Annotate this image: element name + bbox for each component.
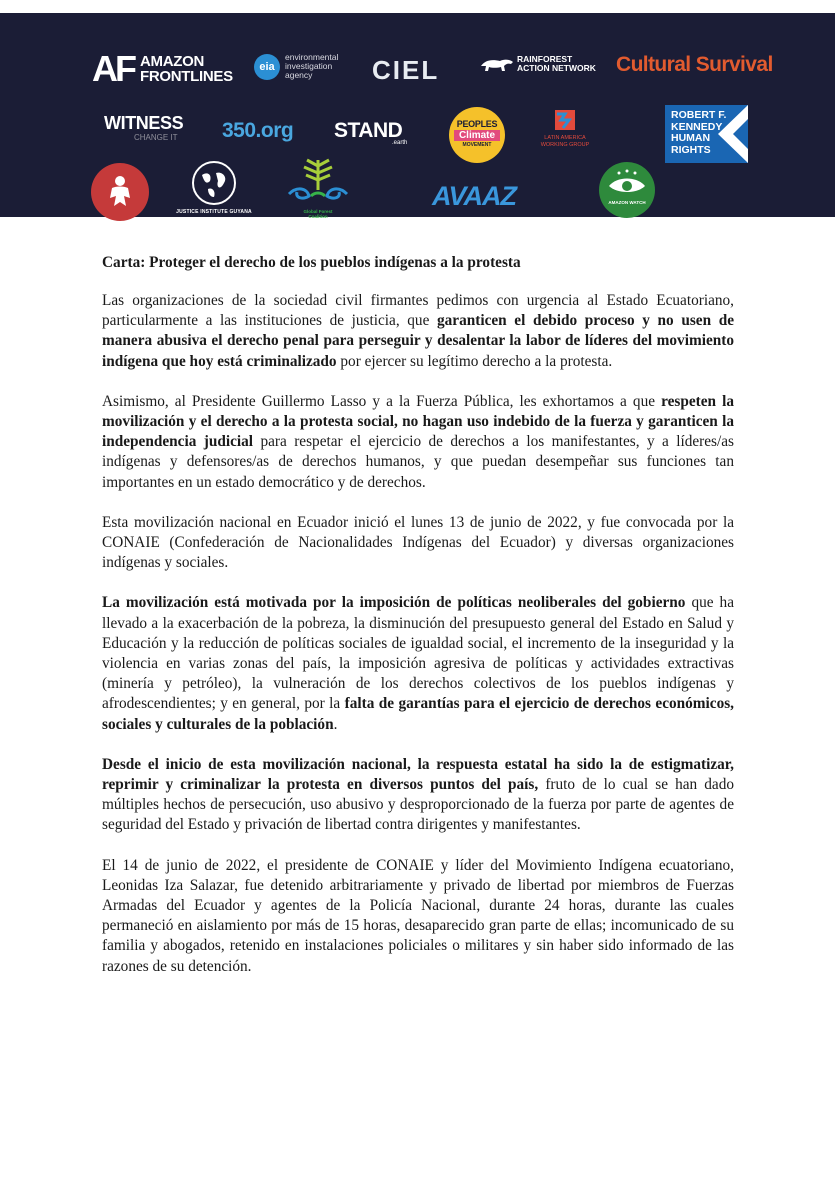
paragraph-5: Desde el inicio de esta movilización nacional, la respuesta estatal ha sido la de estigmatizar, reprimir y criminalizar la protesta en diversos puntos del país, fruto de lo cual se han dado múltiples hechos de persecución, uso abusivo y desproporcionado de la fuerza por parte de agentes de seguridad del Estado y privación de libertad contra dirigentes y manifestantes. [102, 755, 734, 834]
global-forest-coalition-logo [278, 156, 358, 219]
pcm-line2: Climate [454, 130, 500, 141]
pcm-line3: MOVEMENT [462, 142, 492, 148]
paragraph-1: Las organizaciones de la sociedad civil firmantes pedimos con urgencia al Estado Ecuatoriano, particularmente a las instituciones de justicia, que garanticen el debido proceso y no usen de manera abusiva el derecho penal para perseguir y desalentar la labor de líderes del movimiento indígena que hoy está criminalizado por ejercer su legítimo derecho a la protesta. [102, 292, 735, 370]
rfk-line3: HUMAN [671, 132, 711, 144]
rainforest-action-network-logo [480, 55, 596, 73]
amazon-watch-logo [599, 162, 655, 218]
cultural-survival-logo: Cultural Survival [616, 53, 773, 76]
af-line1: AMAZON [140, 53, 205, 70]
letter-body [102, 253, 734, 997]
gfc-line2: Coalition [308, 214, 328, 219]
350-org-logo: 350.org [222, 119, 294, 142]
ciel-logo [372, 55, 439, 86]
rfk-line1: ROBERT F. [671, 109, 727, 121]
justice-institute-guyana-logo [174, 161, 254, 215]
af-line2: FRONTLINES [140, 68, 233, 85]
eia-line1: environmental [285, 52, 339, 62]
avaaz-logo: AVAAZ [432, 181, 516, 211]
rfk-line4: RIGHTS [671, 143, 711, 156]
ran-line1: RAINFOREST [517, 54, 573, 64]
paragraph-6: El 14 de junio de 2022, el presidente de CONAIE y líder del Movimiento Indígena ecuatoriano, Leonidas Iza Salazar, fue detenido arbitrariamente y privado de libertad por miembros de Fuerzas Armadas del Ecuador y agentes de la Policía Nacional, durante 24 horas, durante las cuales permaneció en aislamiento por más de 15 horas, desaparecido gran parte de ellas; incomunicado de su familia y abogados, retenido en instalaciones policiales o militares y sin haber sido informado de las razones de su detención. [102, 856, 734, 975]
eia-logo [254, 53, 338, 80]
stand-sub: .earth [392, 140, 408, 146]
paragraph-2: Asimismo, al Presidente Guillermo Lasso y a la Fuerza Pública, les exhortamos a que respeten la movilización y el derecho a la protesta social, no hagan uso indebido de la fuerza y garanticen la independencia judicial para respetar el ejercicio de derechos a los manifestantes, y a líderes/as indígenas y defensores/as de derechos humanos, y que puedan desempeñar sus funciones tan importantes en un estado democrático y de derechos. [102, 392, 735, 491]
logo-banner [0, 13, 835, 217]
witness-logo [104, 113, 183, 142]
lawg-mark-icon [553, 108, 577, 132]
rfk-human-rights-logo [665, 105, 748, 163]
gfc-line1: Global Forest [303, 209, 333, 214]
lawg-logo [535, 108, 595, 149]
paragraph-3: Esta movilización nacional en Ecuador inició el lunes 13 de junio de 2022, y fue convocada por la CONAIE (Confederación de Nacionalidades Indígenas del Ecuador) y diversas organizaciones indígenas y sociales. [102, 513, 734, 572]
eye-icon [605, 168, 649, 198]
witness-sub: CHANGE IT [134, 133, 178, 142]
indigenous-figure-logo [91, 163, 149, 221]
rfk-line2: KENNEDY [671, 120, 723, 133]
paragraph-4: La movilización está motivada por la imposición de políticas neoliberales del gobierno que ha llevado a la exacerbación de la pobreza, la disminución del presupuesto general del Estado en Salud y Educación y la reducción de políticas sociales de igualdad social, el incremento de la inseguridad y la violencia en varias zonas del país, la imposición agresiva de políticas y actividades extractivas (minería y petróleo), la vulneración de los derechos colectivos de los pueblos indígenas y afrodescendientes; y en general, por la falta de garantías para el ejercicio de derechos económicos, sociales y culturales de la población. [102, 594, 734, 733]
aw-name: AMAZON WATCH [608, 200, 646, 205]
eia-line3: agency [285, 70, 313, 80]
lawg-line1: LATIN AMERICA [544, 135, 586, 141]
witness-name: WITNESS [104, 113, 184, 133]
ciel-name: CIEL [372, 55, 440, 85]
tree-icon [283, 156, 353, 204]
lawg-line2: WORKING GROUP [540, 142, 590, 148]
ran-line2: ACTION NETWORK [517, 63, 596, 73]
letter-title: Carta: Proteger el derecho de los pueblos indígenas a la protesta [102, 254, 521, 271]
jaguar-icon [480, 56, 514, 72]
peoples-climate-movement-logo [449, 107, 505, 163]
af-mark: AF [92, 48, 134, 89]
stand-name: STAND [334, 119, 403, 142]
eia-line2: investigation [285, 61, 333, 71]
amazon-frontlines-logo [92, 48, 233, 89]
globe-icon [192, 161, 236, 205]
jig-name: JUSTICE INSTITUTE GUYANA [176, 209, 252, 215]
stand-earth-logo [334, 119, 407, 146]
figure-icon [100, 172, 140, 212]
pcm-line1: PEOPLES [456, 119, 498, 129]
eia-mark: eia [254, 54, 280, 80]
